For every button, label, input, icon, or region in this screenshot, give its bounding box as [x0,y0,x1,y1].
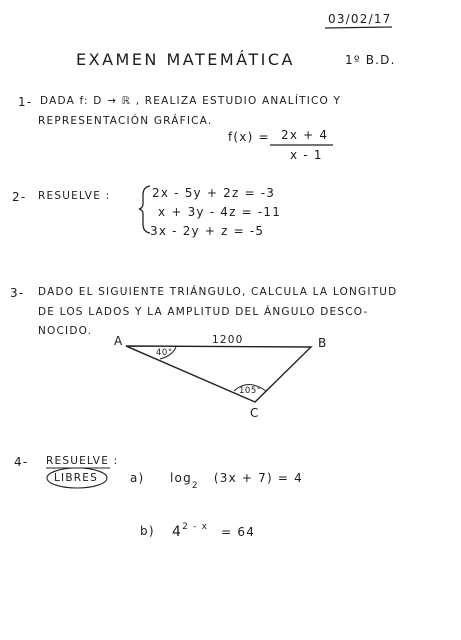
q3-line2: DE LOS LADOS Y LA AMPLITUD DEL ÁNGULO DESCO- [38,306,369,318]
q1-fx-label: f(x) = [228,130,270,144]
exam-date: 03/02/17 [328,12,392,26]
triangle-shape [126,346,311,402]
q4-a-label: a) [130,471,145,485]
angle-c-arc [234,385,266,392]
angle-a-label: 40° [156,348,173,358]
q2-eq3: 3x - 2y + z = -5 [150,224,265,238]
libres-circle [47,468,107,488]
exam-title: EXAMEN MATEMÁTICA [76,50,295,69]
q4-b-label: b) [140,524,155,538]
exam-group: 1º B.D. [345,53,396,67]
date-underline [325,27,392,28]
vertex-b-label: B [318,336,328,350]
q4-note: LIBRES [54,472,98,484]
q1-line1: DADA f: D → ℝ , REALIZA ESTUDIO ANALÍTICO Y [40,95,342,107]
q1-denominator: x - 1 [290,148,323,162]
q4-b-base: 4 [172,524,183,540]
q4-a-base: 2 [191,481,199,491]
q4-number: 4- [14,455,29,469]
q1-number: 1- [18,95,33,109]
side-ab-label: 1200 [212,334,244,346]
angle-c-label: 105° [239,386,262,396]
q2-label: RESUELVE : [38,190,111,202]
q4-label: RESUELVE : [46,455,119,467]
q3-number: 3- [10,286,25,300]
q2-eq2: x + 3y - 4z = -11 [158,205,282,219]
q4-a-log: log [170,471,192,485]
q4-a-rest: (3x + 7) = 4 [213,471,303,485]
vertex-a-label: A [114,334,124,348]
q4-b-rest: = 64 [221,525,256,539]
q2-eq1: 2x - 5y + 2z = -3 [152,186,276,200]
q3-line1: DADO EL SIGUIENTE TRIÁNGULO, CALCULA LA LONGITUD [38,286,398,298]
q2-number: 2- [12,190,27,204]
q1-numerator: 2x + 4 [281,128,329,142]
angle-a-arc [160,347,176,359]
q1-line2: REPRESENTACIÓN GRÁFICA. [38,115,213,127]
q4-b-exp: 2 - x [182,522,209,532]
system-brace [139,186,150,233]
q3-line3: NOCIDO. [38,325,93,337]
vertex-c-label: C [250,406,260,420]
